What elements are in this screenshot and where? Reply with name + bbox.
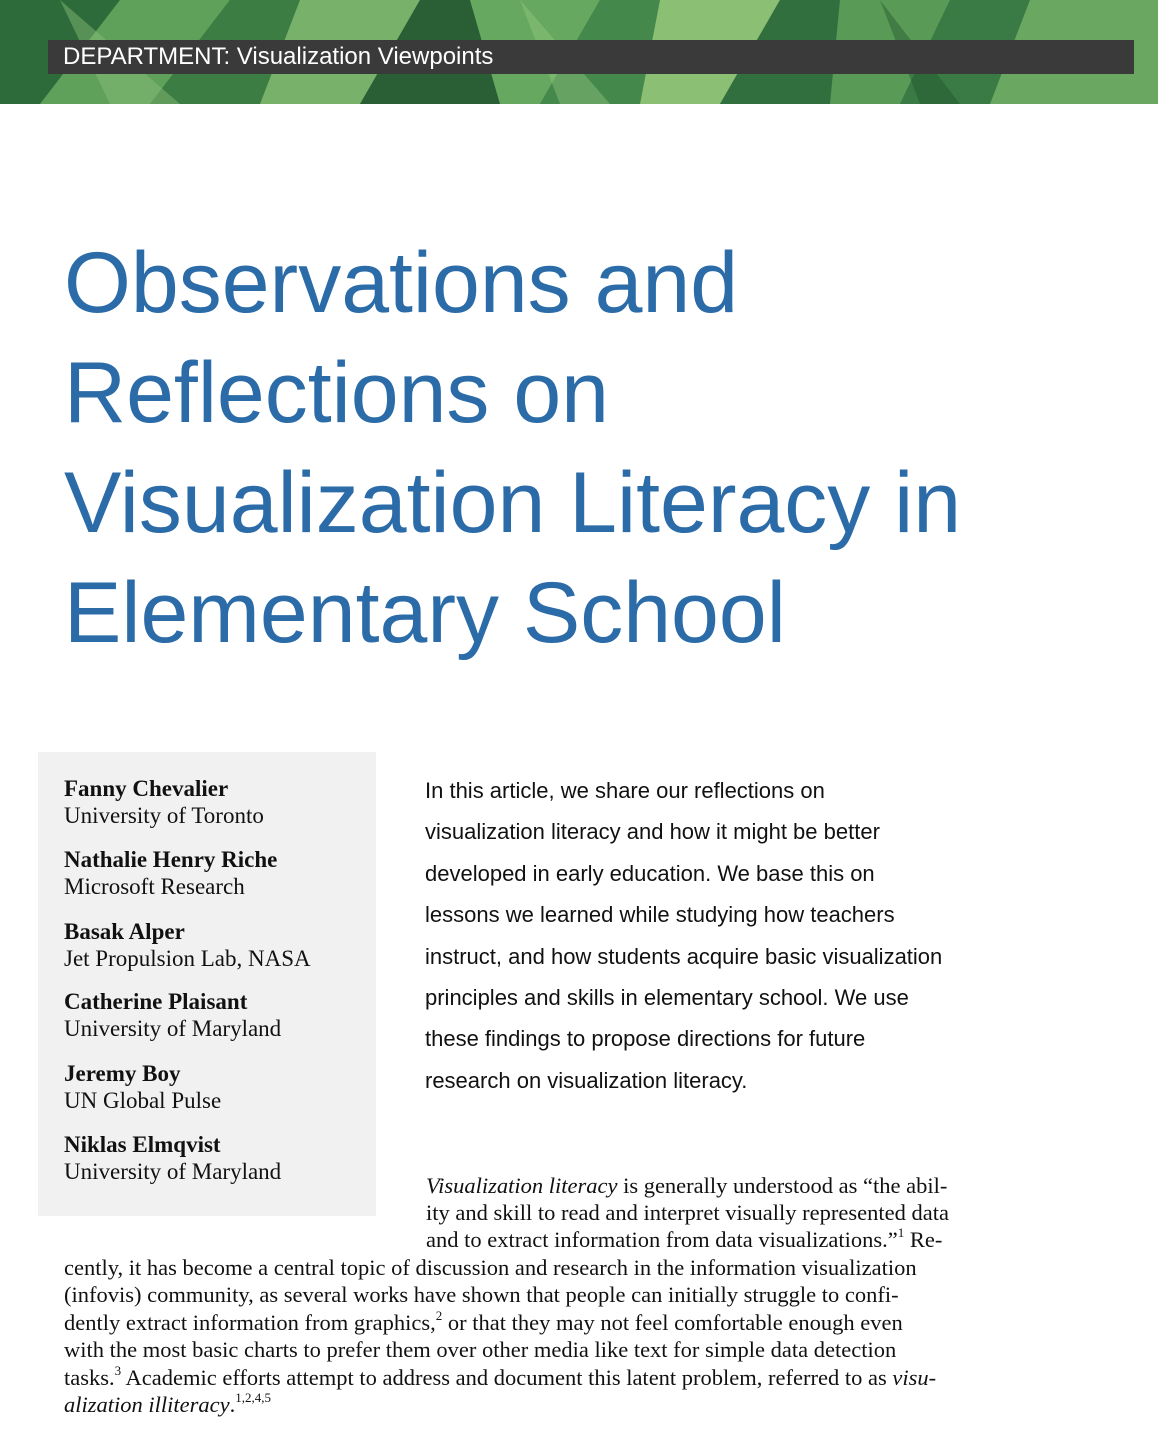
department-bar bbox=[48, 40, 1134, 74]
author-affiliation: University of Toronto bbox=[64, 803, 264, 828]
body-line: (infovis) community, as several works have shown that people can initially struggle to confi- bbox=[64, 1282, 899, 1307]
author-name: Catherine Plaisant bbox=[64, 989, 248, 1014]
author-box bbox=[38, 752, 376, 1216]
body-line bbox=[64, 1309, 903, 1336]
abstract-line: principles and skills in elementary school. We use bbox=[425, 985, 909, 1011]
body-segment: Academic efforts attempt to address and document this latent problem, referred to as bbox=[121, 1365, 893, 1390]
abstract-line: these findings to propose directions for future bbox=[425, 1026, 866, 1052]
abstract-line: visualization literacy and how it might be better bbox=[425, 819, 880, 845]
citation-ref: 2 bbox=[435, 1307, 443, 1323]
abstract-line: instruct, and how students acquire basic visualization bbox=[425, 943, 943, 969]
author-name: Fanny Chevalier bbox=[64, 776, 229, 801]
author-entry bbox=[64, 1060, 221, 1114]
body-segment: is generally understood as “the abil- bbox=[617, 1173, 948, 1198]
abstract-line: developed in early education. We base this on bbox=[425, 860, 875, 886]
title-line: Observations and bbox=[64, 235, 739, 331]
body-line: cently, it has become a central topic of discussion and research in the information visualization bbox=[64, 1255, 917, 1280]
author-affiliation: University of Maryland bbox=[64, 1159, 282, 1184]
body-segment: . bbox=[229, 1392, 236, 1417]
body-segment: tasks. bbox=[64, 1365, 115, 1390]
body-line bbox=[64, 1391, 271, 1418]
citation-ref: 3 bbox=[114, 1362, 122, 1378]
article-title bbox=[64, 228, 1124, 668]
body-emphasis: Visualization literacy bbox=[426, 1173, 618, 1198]
author-name: Jeremy Boy bbox=[64, 1061, 181, 1086]
author-name: Nathalie Henry Riche bbox=[64, 847, 278, 872]
author-entry bbox=[64, 988, 281, 1042]
title-line: Elementary School bbox=[64, 565, 786, 661]
author-entry bbox=[64, 846, 277, 900]
body-segment: or that they may not feel comfortable enough even bbox=[442, 1310, 903, 1335]
body-emphasis: visu- bbox=[892, 1365, 937, 1390]
header-banner bbox=[0, 0, 1158, 104]
citation-ref: 1 bbox=[897, 1224, 905, 1240]
author-affiliation: University of Maryland bbox=[64, 1016, 282, 1041]
title-line: Visualization Literacy in bbox=[64, 455, 962, 551]
body-line bbox=[426, 1226, 942, 1253]
abstract-line: In this article, we share our reflections on bbox=[425, 778, 825, 803]
author-entry bbox=[64, 918, 311, 972]
author-affiliation: UN Global Pulse bbox=[64, 1088, 222, 1113]
title-line: Reflections on bbox=[64, 345, 609, 441]
body-line bbox=[426, 1172, 947, 1199]
abstract bbox=[425, 770, 1025, 1101]
abstract-line: lessons we learned while studying how teachers bbox=[425, 902, 895, 928]
body-segment: dently extract information from graphics, bbox=[64, 1310, 436, 1335]
author-name: Niklas Elmqvist bbox=[64, 1132, 221, 1157]
author-entry bbox=[64, 775, 264, 829]
body-line: ity and skill to read and interpret visually represented data bbox=[426, 1200, 949, 1225]
author-name: Basak Alper bbox=[64, 919, 185, 944]
author-affiliation: Jet Propulsion Lab, NASA bbox=[64, 946, 311, 971]
author-entry bbox=[64, 1131, 281, 1185]
author-affiliation: Microsoft Research bbox=[64, 874, 245, 899]
department-label: DEPARTMENT: Visualization Viewpoints bbox=[63, 43, 494, 70]
body-segment: Re- bbox=[904, 1227, 943, 1252]
body-segment: and to extract information from data visualizations.” bbox=[426, 1227, 898, 1252]
abstract-line: research on visualization literacy. bbox=[425, 1067, 748, 1093]
body-line bbox=[64, 1364, 936, 1391]
citation-ref: 1,2,4,5 bbox=[235, 1389, 271, 1405]
body-line: with the most basic charts to prefer them over other media like text for simple data detection bbox=[64, 1337, 897, 1362]
body-emphasis: alization illiteracy bbox=[64, 1392, 230, 1417]
